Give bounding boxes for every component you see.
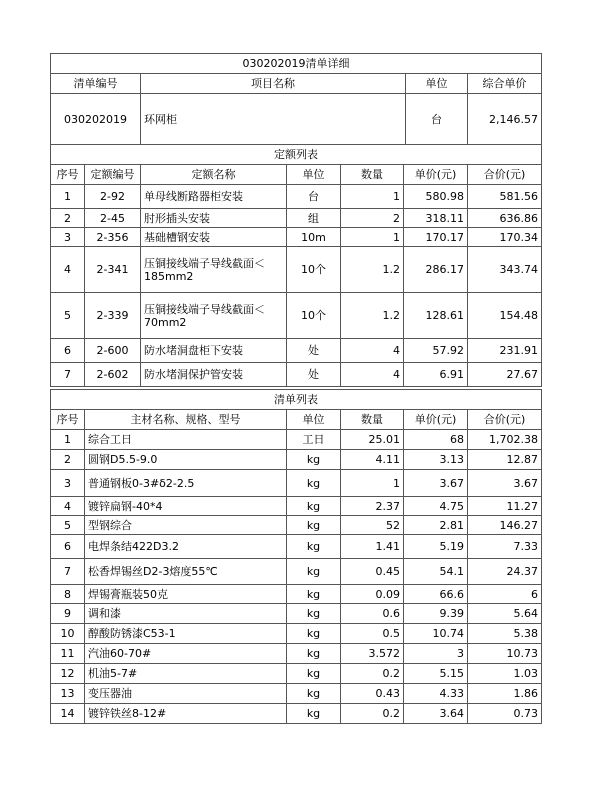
quota-cell: 4 (341, 363, 404, 387)
bill-name: 环网柜 (141, 94, 406, 145)
materials-header-2: 单位 (287, 410, 341, 430)
material-row (51, 430, 542, 450)
material-cell: 6 (468, 585, 542, 604)
material-cell: 变压器油 (85, 684, 287, 704)
material-cell: 12 (51, 664, 85, 684)
quota-cell: 1 (51, 185, 85, 209)
material-cell: 镀锌铁丝8-12# (85, 704, 287, 724)
material-cell: 普通钢板0-3#δ2-2.5 (85, 470, 287, 497)
quota-row (51, 247, 542, 293)
quota-cell: 10个 (287, 247, 341, 293)
material-cell: 66.6 (404, 585, 468, 604)
material-cell: 4.33 (404, 684, 468, 704)
material-cell: 3 (51, 470, 85, 497)
material-cell: 调和漆 (85, 604, 287, 624)
material-row (51, 585, 542, 604)
material-cell: 10.74 (404, 624, 468, 644)
quota-row (51, 339, 542, 363)
material-cell: 3.67 (404, 470, 468, 497)
material-cell: 0.6 (341, 604, 404, 624)
material-cell: 7.33 (468, 535, 542, 559)
material-cell: 5.38 (468, 624, 542, 644)
material-cell: 9 (51, 604, 85, 624)
material-row (51, 664, 542, 684)
material-row (51, 470, 542, 497)
quota-header-4: 数量 (341, 165, 404, 185)
material-row (51, 559, 542, 585)
material-cell: 3.13 (404, 450, 468, 470)
material-cell: 0.45 (341, 559, 404, 585)
material-cell: 11.27 (468, 497, 542, 516)
material-cell: kg (287, 604, 341, 624)
material-cell: kg (287, 497, 341, 516)
material-cell: kg (287, 535, 341, 559)
material-cell: 1.03 (468, 664, 542, 684)
material-cell: 醇酸防锈漆C53-1 (85, 624, 287, 644)
material-cell: kg (287, 624, 341, 644)
quota-row (51, 228, 542, 247)
bill-price: 2,146.57 (468, 94, 542, 145)
quota-cell: 4 (341, 339, 404, 363)
materials-header-1: 主材名称、规格、型号 (85, 410, 287, 430)
quota-cell: 154.48 (468, 293, 542, 339)
material-cell: 6 (51, 535, 85, 559)
quota-cell: 2-339 (85, 293, 141, 339)
quota-cell: 1 (341, 185, 404, 209)
material-cell: 1 (341, 470, 404, 497)
quota-cell: 台 (287, 185, 341, 209)
page-title: 030202019清单详细 (51, 54, 542, 74)
material-cell: kg (287, 470, 341, 497)
quota-header-1: 定额编号 (85, 165, 141, 185)
bill-summary-table (50, 53, 542, 145)
quota-cell: 2-92 (85, 185, 141, 209)
material-cell: 5.19 (404, 535, 468, 559)
material-cell: 圆钢D5.5-9.0 (85, 450, 287, 470)
quota-cell: 581.56 (468, 185, 542, 209)
quota-cell: 1 (341, 228, 404, 247)
quota-section-title: 定额列表 (51, 145, 542, 165)
quota-cell: 231.91 (468, 339, 542, 363)
bill-code: 030202019 (51, 94, 141, 145)
material-cell: kg (287, 684, 341, 704)
material-cell: 10.73 (468, 644, 542, 664)
quota-row (51, 363, 542, 387)
quota-cell: 2-602 (85, 363, 141, 387)
material-row (51, 516, 542, 535)
quota-cell: 基础槽钢安装 (141, 228, 287, 247)
quota-cell: 170.34 (468, 228, 542, 247)
material-row (51, 684, 542, 704)
quota-cell: 压铜接线端子导线截面＜185mm2 (141, 247, 287, 293)
material-cell: 综合工日 (85, 430, 287, 450)
material-cell: kg (287, 585, 341, 604)
quota-cell: 170.17 (404, 228, 468, 247)
quota-cell: 单母线断路器柜安装 (141, 185, 287, 209)
quota-cell: 2-341 (85, 247, 141, 293)
materials-header-5: 合价(元) (468, 410, 542, 430)
material-cell: 11 (51, 644, 85, 664)
material-cell: kg (287, 516, 341, 535)
material-cell: 0.5 (341, 624, 404, 644)
quota-header-6: 合价(元) (468, 165, 542, 185)
material-cell: 1.41 (341, 535, 404, 559)
materials-header-0: 序号 (51, 410, 85, 430)
material-cell: 3.572 (341, 644, 404, 664)
quota-cell: 4 (51, 247, 85, 293)
material-cell: 型钢综合 (85, 516, 287, 535)
material-cell: 5.64 (468, 604, 542, 624)
material-cell: 0.2 (341, 664, 404, 684)
materials-table (50, 389, 542, 724)
materials-header-4: 单价(元) (404, 410, 468, 430)
quota-cell: 128.61 (404, 293, 468, 339)
material-cell: 0.09 (341, 585, 404, 604)
material-cell: 4 (51, 497, 85, 516)
quota-cell: 处 (287, 363, 341, 387)
material-cell: 镀锌扁钢-40*4 (85, 497, 287, 516)
material-row (51, 624, 542, 644)
quota-cell: 57.92 (404, 339, 468, 363)
quota-header-3: 单位 (287, 165, 341, 185)
material-cell: 4.75 (404, 497, 468, 516)
quota-cell: 防水堵洞盘柜下安装 (141, 339, 287, 363)
material-cell: 146.27 (468, 516, 542, 535)
material-cell: 0.43 (341, 684, 404, 704)
material-cell: 1 (51, 430, 85, 450)
quota-row (51, 185, 542, 209)
quota-cell: 10m (287, 228, 341, 247)
material-row (51, 450, 542, 470)
material-cell: 24.37 (468, 559, 542, 585)
material-cell: 9.39 (404, 604, 468, 624)
material-cell: 54.1 (404, 559, 468, 585)
quota-cell: 27.67 (468, 363, 542, 387)
quota-cell: 10个 (287, 293, 341, 339)
material-cell: 1.86 (468, 684, 542, 704)
quota-cell: 2-600 (85, 339, 141, 363)
material-cell: 7 (51, 559, 85, 585)
material-cell: 松香焊锡丝D2-3熔度55℃ (85, 559, 287, 585)
quota-header-5: 单价(元) (404, 165, 468, 185)
header-name: 项目名称 (141, 74, 406, 94)
quota-table (50, 144, 542, 387)
quota-cell: 压铜接线端子导线截面＜70mm2 (141, 293, 287, 339)
material-row (51, 497, 542, 516)
material-cell: 3.64 (404, 704, 468, 724)
quota-row (51, 209, 542, 228)
material-cell: 2 (51, 450, 85, 470)
header-unit: 单位 (406, 74, 468, 94)
quota-cell: 2-45 (85, 209, 141, 228)
material-cell: 4.11 (341, 450, 404, 470)
quota-cell: 1.2 (341, 293, 404, 339)
quota-cell: 组 (287, 209, 341, 228)
quota-cell: 1.2 (341, 247, 404, 293)
quota-cell: 处 (287, 339, 341, 363)
quota-cell: 3 (51, 228, 85, 247)
material-cell: 14 (51, 704, 85, 724)
material-cell: kg (287, 450, 341, 470)
header-code: 清单编号 (51, 74, 141, 94)
quota-cell: 343.74 (468, 247, 542, 293)
material-cell: 52 (341, 516, 404, 535)
material-cell: 机油5-7# (85, 664, 287, 684)
material-cell: 5 (51, 516, 85, 535)
material-cell: 25.01 (341, 430, 404, 450)
material-cell: 5.15 (404, 664, 468, 684)
material-cell: 3 (404, 644, 468, 664)
material-cell: 0.73 (468, 704, 542, 724)
quota-cell: 5 (51, 293, 85, 339)
materials-header-3: 数量 (341, 410, 404, 430)
materials-section-title: 清单列表 (51, 390, 542, 410)
quota-cell: 286.17 (404, 247, 468, 293)
quota-cell: 636.86 (468, 209, 542, 228)
material-cell: kg (287, 559, 341, 585)
quota-cell: 2-356 (85, 228, 141, 247)
quota-cell: 肘形插头安装 (141, 209, 287, 228)
quota-cell: 6.91 (404, 363, 468, 387)
header-price: 综合单价 (468, 74, 542, 94)
quota-cell: 2 (51, 209, 85, 228)
material-cell: 电焊条结422D3.2 (85, 535, 287, 559)
material-cell: kg (287, 704, 341, 724)
material-cell: 2.81 (404, 516, 468, 535)
material-row (51, 644, 542, 664)
material-cell: 工日 (287, 430, 341, 450)
material-cell: 0.2 (341, 704, 404, 724)
material-cell: kg (287, 664, 341, 684)
material-cell: 68 (404, 430, 468, 450)
quota-cell: 6 (51, 339, 85, 363)
material-cell: 3.67 (468, 470, 542, 497)
quota-cell: 防水堵洞保护管安装 (141, 363, 287, 387)
material-cell: 12.87 (468, 450, 542, 470)
material-row (51, 604, 542, 624)
material-row (51, 704, 542, 724)
material-cell: 焊锡膏瓶装50克 (85, 585, 287, 604)
material-cell: 汽油60-70# (85, 644, 287, 664)
material-cell: 10 (51, 624, 85, 644)
quota-cell: 7 (51, 363, 85, 387)
quota-cell: 2 (341, 209, 404, 228)
material-cell: kg (287, 644, 341, 664)
material-cell: 2.37 (341, 497, 404, 516)
quota-row (51, 293, 542, 339)
quota-header-0: 序号 (51, 165, 85, 185)
material-row (51, 535, 542, 559)
quota-header-2: 定额名称 (141, 165, 287, 185)
quota-cell: 318.11 (404, 209, 468, 228)
material-cell: 1,702.38 (468, 430, 542, 450)
material-cell: 13 (51, 684, 85, 704)
material-cell: 8 (51, 585, 85, 604)
quota-cell: 580.98 (404, 185, 468, 209)
bill-unit: 台 (406, 94, 468, 145)
